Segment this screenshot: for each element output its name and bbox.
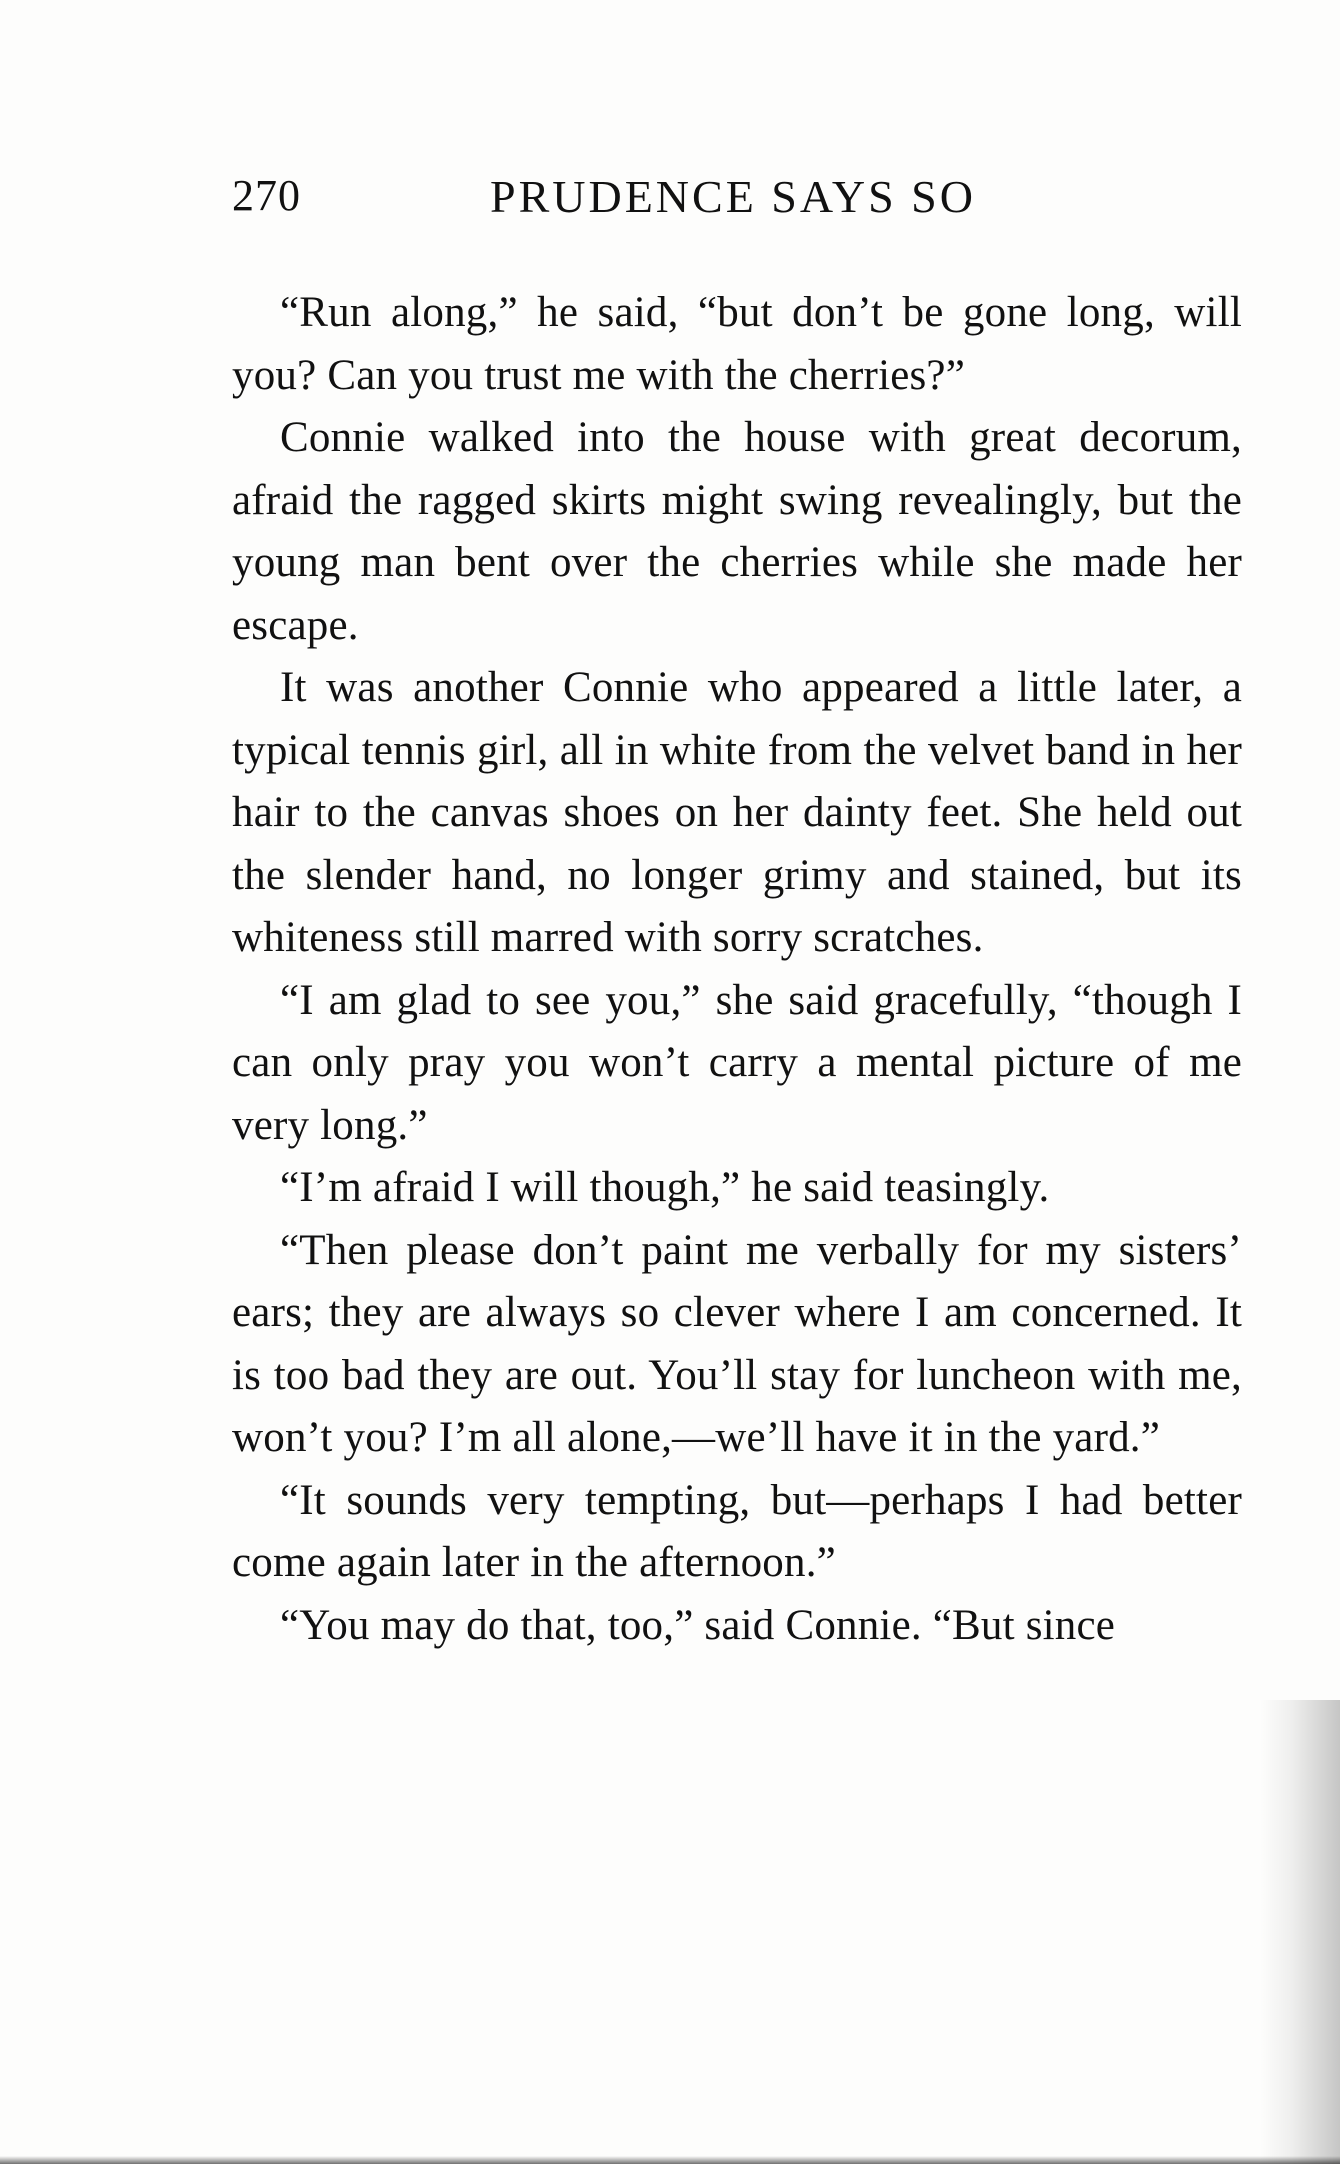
paragraph-3: It was another Connie who appeared a little later, a typical tennis girl, all in white from the velvet band in her hair to the canvas shoes on her dainty feet. She held out the slender hand, no longer grimy and stained, but its whiteness still marred with sorry scratches.	[232, 664, 1242, 961]
paragraph-7: “It sounds very tempting, but—perhaps I had better come again later in the afternoon.”	[232, 1476, 1242, 1586]
page-bottom-edge	[0, 2156, 1340, 2164]
paragraph-1: “Run along,” he said, “but don’t be gone long, will you? Can you trust me with the cherries?”	[232, 289, 1242, 399]
running-head: PRUDENCE SAYS SO	[490, 171, 976, 222]
paragraph-8: “You may do that, too,” said Connie. “But since	[280, 1601, 1116, 1649]
page-edge-shadow	[1260, 1700, 1340, 2164]
page-number: 270	[232, 171, 301, 220]
page-header	[232, 170, 1242, 230]
paragraph-4: “I am glad to see you,” she said gracefully, “though I can only pray you won’t carry a mental picture of me very long.”	[232, 976, 1242, 1149]
paragraph-2: Connie walked into the house with great decorum, afraid the ragged skirts might swing revealingly, but the young man bent over the cherries while she made her escape.	[232, 414, 1242, 649]
paragraph-5: “I’m afraid I will though,” he said teasingly.	[280, 1164, 1050, 1211]
body-text	[232, 282, 1242, 1657]
paragraph-6: “Then please don’t paint me verbally for my sisters’ ears; they are always so clever where I am concerned. It is too bad they are out. You’ll stay for luncheon with me, won’t you? I’m all alone,—we’ll have it in the yard.”	[232, 1226, 1242, 1461]
